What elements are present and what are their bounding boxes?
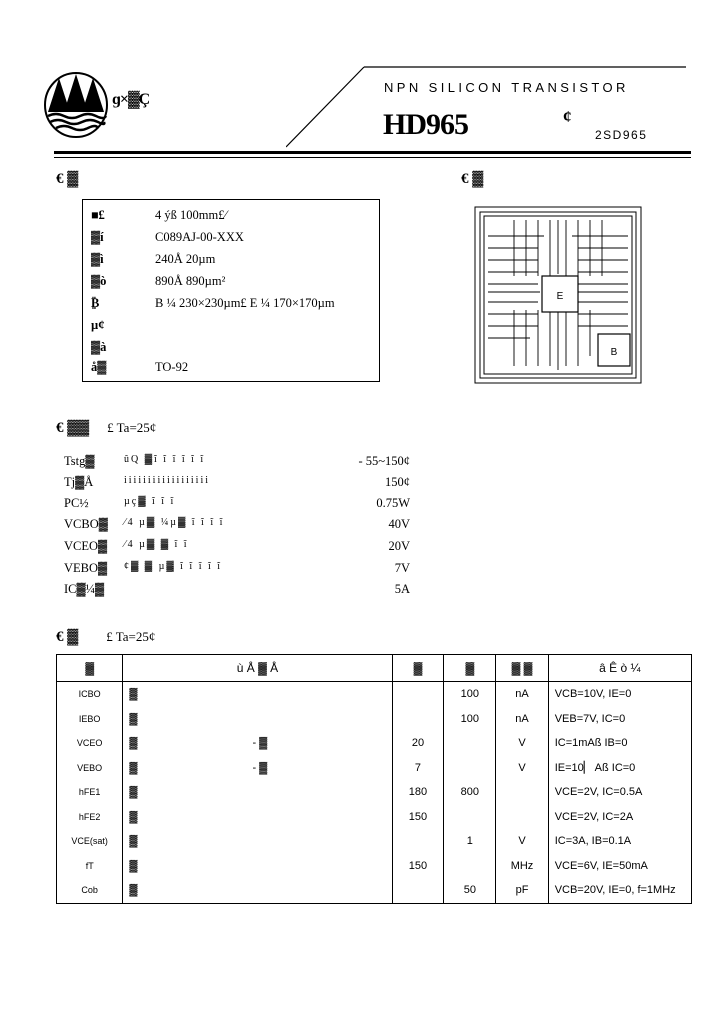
table-name-cell: ▓: [123, 854, 253, 879]
table-name-cell: ▓: [123, 805, 253, 830]
chip-row-value: B ¼ 230×230µm£ E ¼ 170×170µm: [155, 296, 335, 310]
table-row: [57, 756, 692, 781]
char-section-title: € ▓: [56, 629, 79, 645]
rating-filler: ¢▓ ▓ µ▓ ĩ ĩ ĩ ĩ ĩ: [124, 561, 223, 572]
chip-row-label: µ¢: [91, 318, 105, 332]
table-body: [57, 682, 692, 904]
chip-row-value: C089AJ-00-XXX: [155, 230, 244, 244]
table-row: [57, 731, 692, 756]
chip-row-label: ▓à: [91, 340, 107, 354]
table-min-cell: 180: [392, 780, 444, 805]
chip-row-label: å▓: [91, 360, 107, 374]
table-param: VCE(sat): [57, 829, 123, 854]
chip-info-box: [82, 199, 380, 382]
col-header-unit: ▓ ▓: [496, 655, 548, 682]
table-row: [57, 682, 692, 707]
header-rule-thin: [54, 157, 691, 158]
table-desc-cell: - ▓: [252, 756, 392, 781]
base-pad-label: B: [610, 347, 618, 358]
header-rule: [54, 151, 691, 154]
col-header-max: ▓: [444, 655, 496, 682]
rating-row: [64, 475, 410, 493]
table-cond-cell: IC=3A, IB=0.1A: [548, 829, 691, 854]
table-max-cell: 100: [444, 707, 496, 732]
table-cond-cell: VCB=10V, IE=0: [548, 682, 691, 707]
table-unit-cell: pF: [496, 878, 548, 903]
table-desc-cell: [252, 780, 392, 805]
rating-filler: ⁄4 µ▓ ¼µ▓ ĩ ĩ ĩ ĩ: [124, 517, 225, 528]
chip-row-label: ▓ò: [91, 274, 107, 288]
rating-symbol: VCBO▓: [64, 517, 108, 531]
chip-row-label: ▓ì: [91, 252, 104, 266]
table-cond-cell: VCE=2V, IC=0.5A: [548, 780, 691, 805]
table-cond-cell: VEB=7V, IC=0: [548, 707, 691, 732]
chip-row-label: ▓í: [91, 230, 104, 244]
table-max-cell: 1: [444, 829, 496, 854]
part-mark-glyph: ¢: [563, 107, 572, 126]
chip-row-value: TO-92: [155, 360, 189, 374]
table-name-cell: ▓: [123, 682, 253, 707]
ratings-section-title: € ▓▓: [56, 420, 90, 436]
col-header-desc: ù Å ▓ Å: [123, 655, 392, 682]
table-row: [57, 829, 692, 854]
rating-symbol: VEBO▓: [64, 561, 108, 575]
table-min-cell: [392, 829, 444, 854]
rating-filler: iiiiiiiiiiiiiiiiii: [124, 475, 211, 486]
table-unit-cell: [496, 805, 548, 830]
rating-row: [64, 582, 410, 600]
table-min-cell: [392, 878, 444, 903]
table-param: hFE2: [57, 805, 123, 830]
char-condition: £ Ta=25¢: [106, 629, 156, 644]
chip-row-value: 4 ýß 100mm£⁄: [155, 208, 227, 222]
rating-value: 150¢: [385, 475, 410, 489]
table-name-cell: ▓: [123, 707, 253, 732]
rating-row: [64, 496, 410, 514]
table-name-cell: ▓: [123, 731, 253, 756]
chip-section-title: € ▓: [56, 171, 79, 187]
table-max-cell: [444, 805, 496, 830]
table-min-cell: 150: [392, 805, 444, 830]
table-cond-cell: IE=10▏ Aß IC=0: [548, 756, 691, 781]
table-name-cell: ▓: [123, 878, 253, 903]
table-min-cell: [392, 682, 444, 707]
table-desc-cell: [252, 682, 392, 707]
table-unit-cell: V: [496, 756, 548, 781]
table-max-cell: 50: [444, 878, 496, 903]
table-desc-cell: [252, 707, 392, 732]
table-unit-cell: MHz: [496, 854, 548, 879]
col-header-min: ▓: [392, 655, 444, 682]
brand-name: ɡ×▓Ç: [112, 91, 150, 108]
table-min-cell: 150: [392, 854, 444, 879]
table-cond-cell: VCE=2V, IC=2A: [548, 805, 691, 830]
rating-value: 40V: [388, 517, 410, 531]
rating-symbol: Tstg▓: [64, 454, 95, 468]
char-heading: [56, 628, 155, 646]
table-row: [57, 854, 692, 879]
table-param: VCEO: [57, 731, 123, 756]
rating-value: 0.75W: [376, 496, 410, 510]
rating-row: [64, 517, 410, 535]
table-desc-cell: [252, 805, 392, 830]
rating-value: - 55~150¢: [358, 454, 410, 468]
table-desc-cell: [252, 878, 392, 903]
rating-value: 20V: [388, 539, 410, 553]
table-row: [57, 878, 692, 903]
table-min-cell: [392, 707, 444, 732]
table-row: [57, 707, 692, 732]
chip-row-value: 240Å 20µm: [155, 252, 216, 266]
rating-value: 7V: [394, 561, 410, 575]
table-max-cell: [444, 854, 496, 879]
rating-symbol: PC½: [64, 496, 89, 510]
table-name-cell: ▓: [123, 829, 253, 854]
ratings-heading: [56, 419, 156, 437]
table-param: fT: [57, 854, 123, 879]
table-unit-cell: V: [496, 829, 548, 854]
part-number: HD965: [383, 108, 468, 141]
table-cond-cell: VCB=20V, IE=0, f=1MHz: [548, 878, 691, 903]
table-max-cell: [444, 731, 496, 756]
rating-row: [64, 561, 410, 579]
table-max-cell: [444, 756, 496, 781]
table-row: [57, 780, 692, 805]
table-max-cell: 800: [444, 780, 496, 805]
table-unit-cell: nA: [496, 682, 548, 707]
chip-row-label: ■£: [91, 208, 105, 222]
table-header-row: [57, 655, 692, 682]
table-unit-cell: nA: [496, 707, 548, 732]
table-name-cell: ▓: [123, 780, 253, 805]
rating-value: 5A: [394, 582, 410, 596]
rating-symbol: IC▓¼▓: [64, 582, 105, 596]
rating-filler: µç▓ ĩ ĩ ĩ: [124, 496, 176, 507]
table-desc-cell: [252, 854, 392, 879]
table-unit-cell: V: [496, 731, 548, 756]
die-layout-figure: [474, 206, 642, 384]
table-min-cell: 20: [392, 731, 444, 756]
rating-symbol: Tj▓Å: [64, 475, 94, 489]
col-header-cond: â Ê ò ¼: [548, 655, 691, 682]
table-max-cell: 100: [444, 682, 496, 707]
table-cond-cell: IC=1mAß IB=0: [548, 731, 691, 756]
rating-row: [64, 539, 410, 557]
equivalent-part: 2SD965: [595, 128, 648, 142]
table-param: hFE1: [57, 780, 123, 805]
table-param: ICBO: [57, 682, 123, 707]
col-header-param: ▓: [57, 655, 123, 682]
emitter-pad-label: E: [556, 291, 564, 302]
chip-row-label: ₿: [91, 296, 100, 310]
table-min-cell: 7: [392, 756, 444, 781]
rating-symbol: VCEO▓: [64, 539, 108, 553]
table-row: [57, 805, 692, 830]
rating-filler: ûQ ▓ĩ ĩ ĩ ĩ ĩ ĩ: [124, 454, 206, 465]
table-desc-cell: [252, 829, 392, 854]
table-param: Cob: [57, 878, 123, 903]
product-subtitle: NPN SILICON TRANSISTOR: [384, 80, 629, 95]
table-unit-cell: [496, 780, 548, 805]
table-param: VEBO: [57, 756, 123, 781]
die-section-title: € ▓: [461, 171, 484, 187]
table-desc-cell: - ▓: [252, 731, 392, 756]
table-cond-cell: VCE=6V, IE=50mA: [548, 854, 691, 879]
chip-row-value: 890Å 890µm²: [155, 274, 226, 288]
ratings-condition: £ Ta=25¢: [107, 420, 157, 435]
company-logo: [44, 72, 108, 138]
rating-filler: ⁄4 µ▓ ▓ ĩ ĩ: [124, 539, 189, 550]
table-name-cell: ▓: [123, 756, 253, 781]
characteristics-table: [56, 654, 692, 904]
rating-row: [64, 454, 410, 472]
table-param: IEBO: [57, 707, 123, 732]
